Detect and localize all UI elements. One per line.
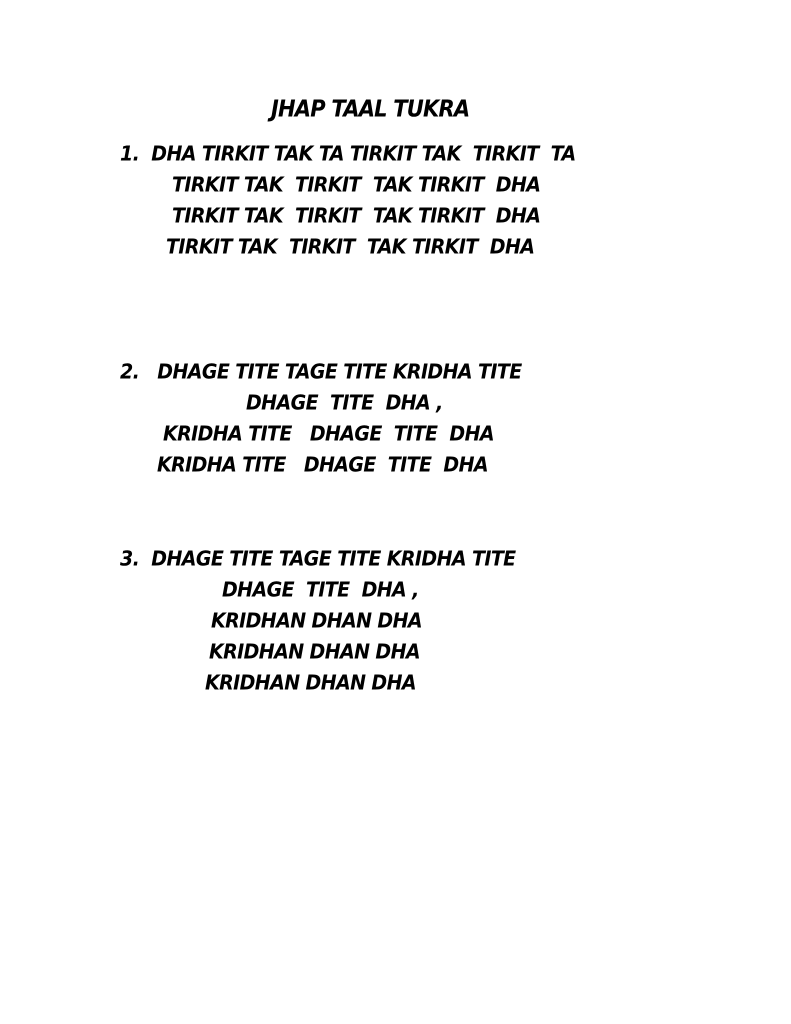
tukra-2-line-1: 2. DHAGE TITE TAGE TITE KRIDHA TITE: [120, 360, 522, 384]
tukra-3-line-4: KRIDHAN DHAN DHA: [209, 640, 420, 664]
tukra-3-line-2: DHAGE TITE DHA ,: [222, 578, 419, 602]
tukra-2-line-4: KRIDHA TITE DHAGE TITE DHA: [157, 453, 488, 477]
tukra-1-line-4: TIRKIT TAK TIRKIT TAK TIRKIT DHA: [166, 235, 535, 259]
tukra-1-line-1: 1. DHA TIRKIT TAK TA TIRKIT TAK TIRKIT TA: [120, 142, 576, 166]
page-title: JHAP TAAL TUKRA: [271, 96, 470, 122]
tukra-3-line-5: KRIDHAN DHAN DHA: [205, 671, 416, 695]
tukra-2-line-2: DHAGE TITE DHA ,: [246, 391, 443, 415]
tukra-1-line-2: TIRKIT TAK TIRKIT TAK TIRKIT DHA: [172, 173, 541, 197]
tukra-1-line-3: TIRKIT TAK TIRKIT TAK TIRKIT DHA: [172, 204, 541, 228]
tukra-2-line-3: KRIDHA TITE DHAGE TITE DHA: [163, 422, 494, 446]
tukra-3-line-1: 3. DHAGE TITE TAGE TITE KRIDHA TITE: [120, 547, 516, 571]
tukra-3-line-3: KRIDHAN DHAN DHA: [211, 609, 422, 633]
